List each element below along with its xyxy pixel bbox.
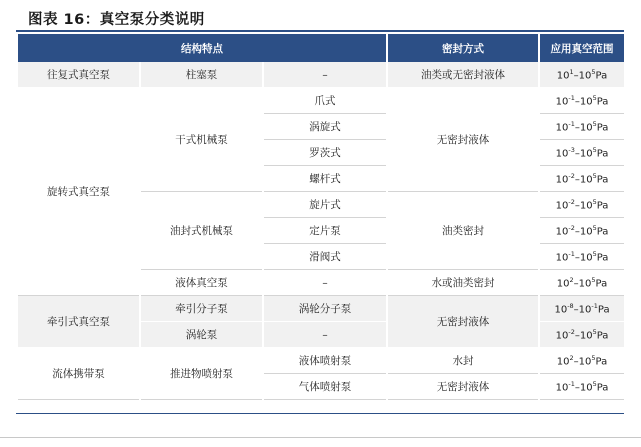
- range-high-base: 10: [579, 174, 593, 186]
- detail-cell: 爪式: [263, 88, 387, 114]
- range-high-base: 10: [579, 96, 593, 108]
- figure-title: 图表 16：真空泵分类说明: [28, 12, 205, 28]
- range-high-base: 10: [579, 122, 593, 134]
- table-bottom-rule: [16, 413, 624, 414]
- range-dash: –: [573, 356, 579, 368]
- range-low-exponent: -1: [568, 379, 575, 388]
- range-unit: Pa: [596, 226, 609, 238]
- detail-cell: 液体喷射泵: [263, 348, 387, 374]
- range-high-exponent: 5: [592, 93, 597, 102]
- group-cell: 旋转式真空泵: [17, 88, 140, 296]
- range-low-base: 10: [555, 382, 569, 394]
- range-cell: [539, 270, 625, 296]
- range-unit: Pa: [596, 96, 609, 108]
- range-unit: Pa: [597, 304, 610, 316]
- range-cell: [539, 218, 625, 244]
- range-high-exponent: 5: [592, 197, 597, 206]
- range-cell: [539, 296, 625, 322]
- range-low-base: 10: [556, 356, 570, 368]
- range-dash: –: [574, 122, 580, 134]
- range-low-base: 10: [554, 304, 568, 316]
- range-high-base: 10: [579, 148, 593, 160]
- range-high-base: 10: [579, 330, 593, 342]
- range-high-base: 10: [579, 226, 593, 238]
- range-unit: Pa: [595, 356, 608, 368]
- range-low-exponent: -2: [568, 171, 575, 180]
- subtype-cell: 柱塞泵: [140, 62, 263, 88]
- range-high-exponent: 5: [591, 275, 596, 284]
- range-high-exponent: 5: [592, 249, 597, 258]
- range-dash: –: [574, 96, 580, 108]
- range-unit: Pa: [596, 330, 609, 342]
- range-high-base: 10: [579, 200, 593, 212]
- range-low-base: 10: [555, 148, 569, 160]
- range-dash: –: [573, 304, 579, 316]
- range-high-exponent: 5: [592, 171, 597, 180]
- range-high-exponent: 5: [592, 119, 597, 128]
- detail-cell: 涡轮分子泵: [263, 296, 387, 322]
- range-unit: Pa: [596, 122, 609, 134]
- detail-cell: 螺杆式: [263, 166, 387, 192]
- range-cell: [539, 88, 625, 114]
- range-high-exponent: 5: [592, 327, 597, 336]
- seal-cell: 水或油类密封: [387, 270, 539, 296]
- seal-cell: 无密封液体: [387, 296, 539, 348]
- detail-cell: 滑阀式: [263, 244, 387, 270]
- range-high-base: 10: [578, 356, 592, 368]
- range-unit: Pa: [596, 174, 609, 186]
- range-high-exponent: 5: [591, 67, 596, 76]
- range-low-exponent: 2: [569, 275, 574, 284]
- header-seal: 密封方式: [387, 34, 539, 62]
- range-dash: –: [574, 252, 580, 264]
- group-cell: 往复式真空泵: [17, 62, 140, 88]
- table-row: [17, 88, 625, 114]
- table-row: [17, 296, 625, 322]
- range-low-exponent: -3: [568, 145, 575, 154]
- range-dash: –: [574, 226, 580, 238]
- range-dash: –: [574, 174, 580, 186]
- range-cell: [539, 114, 625, 140]
- seal-cell: 无密封液体: [387, 374, 539, 400]
- range-unit: Pa: [596, 382, 609, 394]
- range-low-exponent: -1: [568, 249, 575, 258]
- range-unit: Pa: [596, 200, 609, 212]
- subtype-cell: 涡轮泵: [140, 322, 263, 348]
- range-cell: [539, 348, 625, 374]
- detail-cell: –: [263, 62, 387, 88]
- header-row: [17, 34, 625, 62]
- detail-cell: 罗茨式: [263, 140, 387, 166]
- group-cell: 牵引式真空泵: [17, 296, 140, 348]
- detail-cell: –: [263, 270, 387, 296]
- range-low-exponent: -2: [568, 197, 575, 206]
- range-unit: Pa: [596, 148, 609, 160]
- detail-cell: 涡旋式: [263, 114, 387, 140]
- range-dash: –: [573, 278, 579, 290]
- range-high-exponent: 5: [592, 379, 597, 388]
- range-low-exponent: -1: [568, 119, 575, 128]
- table-row: [17, 62, 625, 88]
- range-high-exponent: -1: [591, 301, 598, 310]
- range-dash: –: [574, 148, 580, 160]
- range-low-exponent: -8: [567, 301, 574, 310]
- range-low-exponent: 1: [569, 67, 574, 76]
- seal-cell: 油类或无密封液体: [387, 62, 539, 88]
- range-cell: [539, 374, 625, 400]
- range-high-base: 10: [579, 382, 593, 394]
- range-low-base: 10: [555, 96, 569, 108]
- range-low-base: 10: [555, 252, 569, 264]
- seal-cell: 无密封液体: [387, 88, 539, 192]
- table-row: [17, 348, 625, 374]
- range-cell: [539, 244, 625, 270]
- range-dash: –: [574, 330, 580, 342]
- range-cell: [539, 62, 625, 88]
- range-high-exponent: 5: [591, 353, 596, 362]
- range-high-exponent: 5: [592, 145, 597, 154]
- range-dash: –: [573, 70, 579, 82]
- subtype-cell: 油封式机械泵: [140, 192, 263, 270]
- range-cell: [539, 140, 625, 166]
- range-high-base: 10: [578, 304, 592, 316]
- vacuum-pump-table: [16, 34, 626, 400]
- range-cell: [539, 322, 625, 348]
- subtype-cell: 推进物喷射泵: [140, 348, 263, 400]
- range-low-exponent: -1: [568, 93, 575, 102]
- subtype-cell: 液体真空泵: [140, 270, 263, 296]
- range-low-base: 10: [555, 330, 569, 342]
- range-low-exponent: -2: [568, 327, 575, 336]
- range-low-base: 10: [555, 200, 569, 212]
- range-cell: [539, 166, 625, 192]
- range-dash: –: [574, 200, 580, 212]
- range-high-exponent: 5: [592, 223, 597, 232]
- detail-cell: 旋片式: [263, 192, 387, 218]
- range-low-exponent: -2: [568, 223, 575, 232]
- range-high-base: 10: [579, 252, 593, 264]
- header-range: 应用真空范围: [539, 34, 625, 62]
- range-unit: Pa: [595, 70, 608, 82]
- range-low-exponent: 2: [569, 353, 574, 362]
- range-low-base: 10: [556, 278, 570, 290]
- detail-cell: –: [263, 322, 387, 348]
- range-dash: –: [574, 382, 580, 394]
- range-low-base: 10: [555, 174, 569, 186]
- range-cell: [539, 192, 625, 218]
- page-footer-rule: [0, 437, 641, 438]
- detail-cell: 气体喷射泵: [263, 374, 387, 400]
- subtype-cell: 牵引分子泵: [140, 296, 263, 322]
- range-low-base: 10: [555, 226, 569, 238]
- range-unit: Pa: [595, 278, 608, 290]
- seal-cell: 水封: [387, 348, 539, 374]
- range-low-base: 10: [555, 122, 569, 134]
- subtype-cell: 干式机械泵: [140, 88, 263, 192]
- detail-cell: 定片泵: [263, 218, 387, 244]
- range-low-base: 10: [556, 70, 570, 82]
- range-high-base: 10: [578, 278, 592, 290]
- header-structure: 结构特点: [17, 34, 387, 62]
- range-high-base: 10: [578, 70, 592, 82]
- range-unit: Pa: [596, 252, 609, 264]
- seal-cell: 油类密封: [387, 192, 539, 270]
- table-top-rule: [16, 30, 624, 32]
- group-cell: 流体携带泵: [17, 348, 140, 400]
